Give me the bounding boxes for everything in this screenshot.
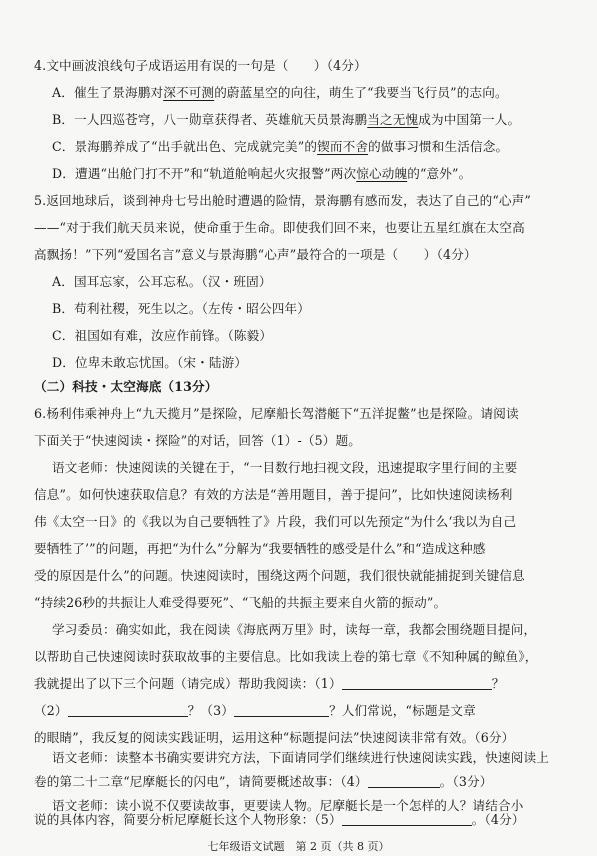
teacher-p1-line6: “持续26秒的共振让人难受得要死”、“飞船的共振主要来自火箭的振动”。 — [34, 595, 447, 610]
q4-option-a: A．催生了景海鹏对深不可测的蔚蓝星空的向往，萌生了“我要当飞行员”的志向。 — [52, 85, 508, 100]
student-p-line4: （2） ？（3） ？人们常说，“标题是文章 — [34, 703, 476, 718]
q5-option-a: A．国耳忘家，公耳忘私。（汉・班固） — [52, 274, 272, 289]
student-p-line3: 我就提出了以下三个问题（请完成）帮助我阅读：（1） ？ — [34, 676, 505, 691]
q4-option-c: C．景海鹏养成了“出手就出色、完成就完美”的锲而不舍的做事习惯和生活信念。 — [52, 139, 509, 154]
q4-a-idiom: 深不可测 — [163, 85, 215, 100]
q5-line3: 高飘扬！”下列“爱国名言”意义与景海鹏“心声”最符合的一项是（ ）（4分） — [34, 247, 477, 262]
student-p-line1: 学习委员：确实如此，我在阅读《海底两万里》时，读每一章，我都会围绕题目提问， — [52, 622, 537, 637]
answer-blank-2[interactable] — [68, 702, 188, 717]
section-heading: （二）科技・太空海底（13分） — [34, 379, 218, 394]
q5-option-b: B．苟利社稷，死生以之。（左传・昭公四年） — [52, 301, 310, 316]
q4-option-b: B．一人四巡苍穹，八一勋章获得者、英雄航天员景海鹏当之无愧成为中国第一人。 — [52, 112, 521, 127]
q5-line2: ——“对于我们航天员来说，使命重于生命。即使我们回不来，也要让五星红旗在太空高 — [34, 220, 525, 235]
q6-intro-2: 下面关于“快速阅读・探险”的对话，回答（1）-（5）题。 — [34, 433, 362, 448]
answer-blank-3[interactable] — [234, 702, 329, 717]
teacher-p4-line2: 说的具体内容，简要分析尼摩艇长这个人物形象：（5） 。（4分） — [34, 812, 525, 827]
teacher-p1-line3: 伟《太空一日》的《我以为自己要牺牲了》片段，我们可以先预定“为什么‘我以为自己 — [34, 514, 517, 529]
q4-stem: 4.文中画波浪线句子成语运用有误的一句是（ ）（4分） — [34, 58, 367, 73]
q4-b-idiom: 当之无愧 — [367, 112, 419, 127]
answer-blank-4[interactable] — [368, 773, 440, 788]
q5-option-c: C．祖国如有难，汝应作前锋。（陈毅） — [52, 328, 273, 343]
answer-blank-5[interactable] — [342, 813, 472, 826]
student-p-line5: 的眼睛”，我反复的阅读实践证明，运用这种“标题提问法”快速阅读非常有效。（6分） — [34, 730, 515, 745]
q5-option-d: D．位卑未敢忘忧国。（宋・陆游） — [52, 355, 248, 370]
page-footer: 七年级语文试题 第 2 页（共 8 页） — [207, 840, 390, 853]
teacher-p3-line2: 卷的第二十二章“尼摩艇长的闪电”，请简要概述故事：（4） 。（3分） — [34, 774, 493, 789]
q4-c-idiom: 锲而不舍 — [317, 139, 369, 154]
teacher-p4-line1: 语文老师：读小说不仅要读故事，更要读人物。尼摩艇长是一个怎样的人？请结合小 — [52, 798, 524, 813]
teacher-p1-line1: 语文老师：快速阅读的关键在于，“一目数行地扫视文段，迅速提取字里行间的主要 — [52, 460, 518, 475]
q4-d-idiom: 惊心动魄 — [356, 166, 408, 181]
teacher-p3-line1: 语文老师：读整本书确实要讲究方法，下面请同学们继续进行快速阅读实践，快速阅读上 — [52, 750, 550, 765]
q4-option-d: D．遭遇“出舱门打不开”和“轨道舱响起火灾报警”两次惊心动魄的“意外”。 — [52, 166, 472, 181]
student-p-line2: 以帮助自己快速阅读时获取故事的主要信息。比如我读上卷的第七章《不知种属的鲸鱼》， — [34, 649, 538, 664]
q6-intro-1: 6.杨利伟乘神舟上“九天揽月”是探险，尼摩船长驾潜艇下“五洋捉鳖”也是探险。请阅读 — [34, 406, 519, 421]
q5-line1: 5.返回地球后，谈到神舟七号出舱时遭遇的险情，景海鹏有感而发，表达了自己的“心声” — [34, 193, 532, 208]
teacher-p1-line4: 要牺牲了’”的问题，再把“为什么”分解为“我要牺牲的感受是什么”和“造成这种感 — [34, 541, 486, 556]
teacher-p1-line2: 信息”。如何快速获取信息？有效的方法是“善用题目，善于提问”，比如快速阅读杨利 — [34, 487, 513, 502]
teacher-p1-line5: 受的原因是什么”的问题。快速阅读时，围绕这两个问题，我们很快就能捕捉到关键信息 — [34, 568, 525, 583]
answer-blank-1[interactable] — [342, 675, 492, 690]
